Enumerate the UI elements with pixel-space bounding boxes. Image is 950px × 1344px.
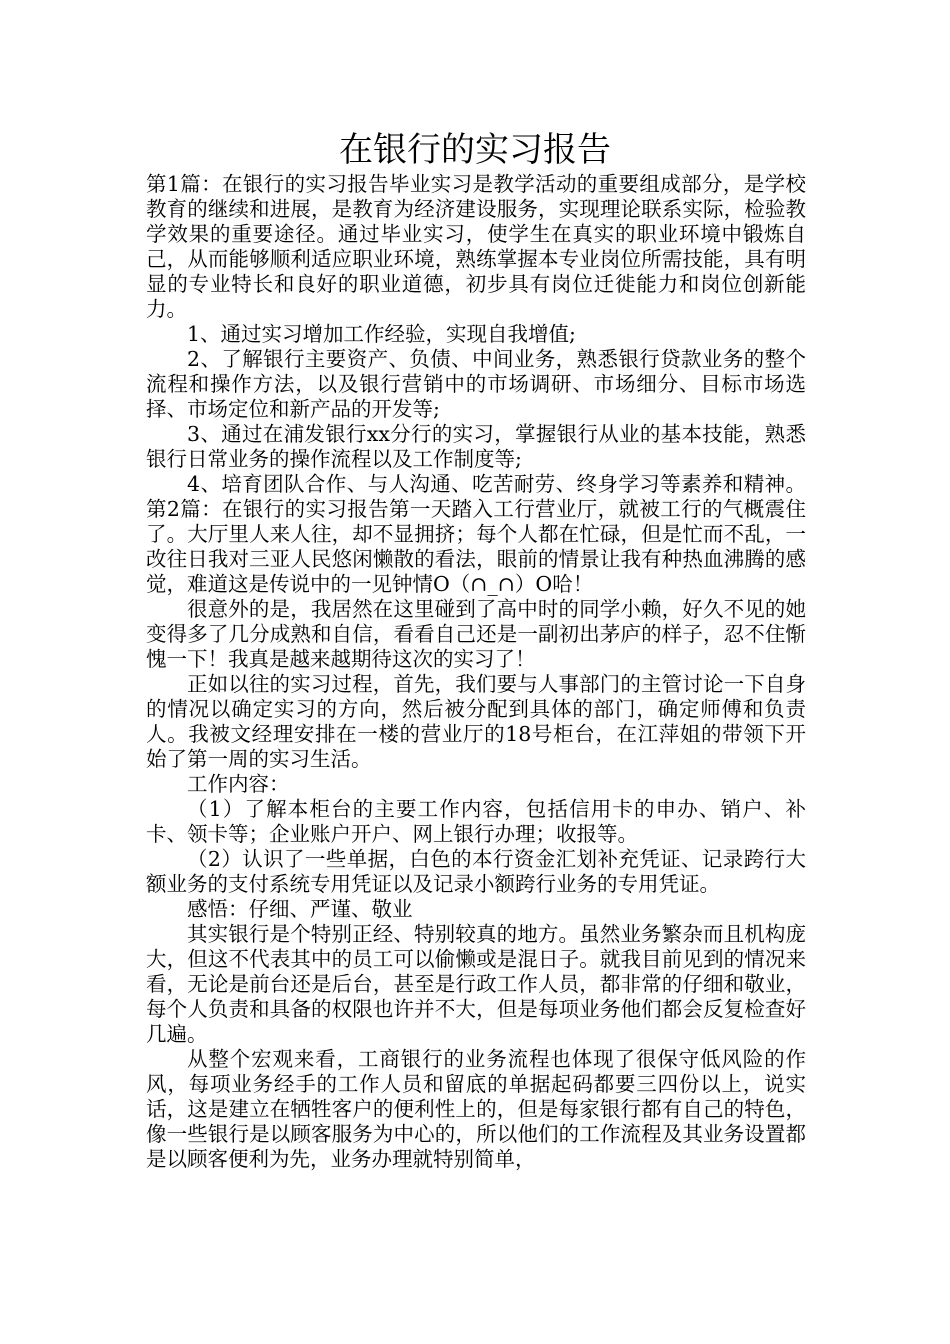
paragraph: （1）了解本柜台的主要工作内容，包括信用卡的申办、销户、补卡、领卡等；企业账户开户、网上银行办理；收报等。 — [146, 797, 806, 846]
paragraph: 3、通过在浦发银行xx分行的实习，掌握银行从业的基本技能，熟悉银行日常业务的操作流程以及工作制度等; — [146, 422, 806, 471]
document-title: 在银行的实习报告 — [339, 130, 611, 170]
paragraph: 从整个宏观来看，工商银行的业务流程也体现了很保守低风险的作风，每项业务经手的工作人员和留底的单据起码都要三四份以上，说实话，这是建立在牺牲客户的便利性上的，但是每家银行都有自己的特色，像一些银行是以顾客服务为中心的，所以他们的工作流程及其业务设置都是以顾客便利为先，业务办理就特别简单， — [146, 1047, 806, 1171]
paragraph: 很意外的是，我居然在这里碰到了高中时的同学小赖，好久不见的她变得多了几分成熟和自信，看看自己还是一副初出茅庐的样子，忍不住惭愧一下！我真是越来越期待这次的实习了！ — [146, 597, 806, 671]
paragraph: 正如以往的实习过程，首先，我们要与人事部门的主管讨论一下自身的情况以确定实习的方向，然后被分配到具体的部门，确定师傅和负责人。我被文经理安排在一楼的营业厅的18号柜台，在江萍姐的带领下开始了第一周的实习生活。 — [146, 672, 806, 771]
paragraph: 第1篇：在银行的实习报告毕业实习是教学活动的重要组成部分，是学校教育的继续和进展，是教育为经济建设服务，实现理论联系实际，检验教学效果的重要途径。通过毕业实习，使学生在真实的职业环境中锻炼自己，从而能够顺利适应职业环境，熟练掌握本专业岗位所需技能，具有明显的专业特长和良好的职业道德，初步具有岗位迁徙能力和岗位创新能力。 — [146, 172, 806, 321]
paragraph: （2）认识了一些单据，白色的本行资金汇划补充凭证、记录跨行大额业务的支付系统专用凭证以及记录小额跨行业务的专用凭证。 — [146, 847, 806, 896]
paragraph: 2、了解银行主要资产、负债、中间业务，熟悉银行贷款业务的整个流程和操作方法，以及银行营销中的市场调研、市场细分、目标市场选择、市场定位和新产品的开发等; — [146, 347, 806, 421]
paragraph: 4、培育团队合作、与人沟通、吃苦耐劳、终身学习等素养和精神。第2篇：在银行的实习报告第一天踏入工行营业厅，就被工行的气概震住了。大厅里人来人往，却不显拥挤；每个人都在忙碌，但是忙而不乱，一改往日我对三亚人民悠闲懒散的看法，眼前的情景让我有种热血沸腾的感觉，难道这是传说中的一见钟情O（∩_∩）O哈！ — [146, 472, 806, 596]
paragraph: 1、通过实习增加工作经验，实现自我增值; — [187, 322, 576, 346]
document-body — [146, 172, 806, 1172]
paragraph: 工作内容： — [187, 772, 290, 796]
paragraph: 其实银行是个特别正经、特别较真的地方。虽然业务繁杂而且机构庞大，但这不代表其中的员工可以偷懒或是混日子。就我目前见到的情况来看，无论是前台还是后台，甚至是行政工作人员，都非常的仔细和敬业，每个人负责和具备的权限也许并不大，但是每项业务他们都会反复检查好几遍。 — [146, 922, 806, 1046]
paragraph: 感悟：仔细、严谨、敬业 — [187, 897, 413, 921]
